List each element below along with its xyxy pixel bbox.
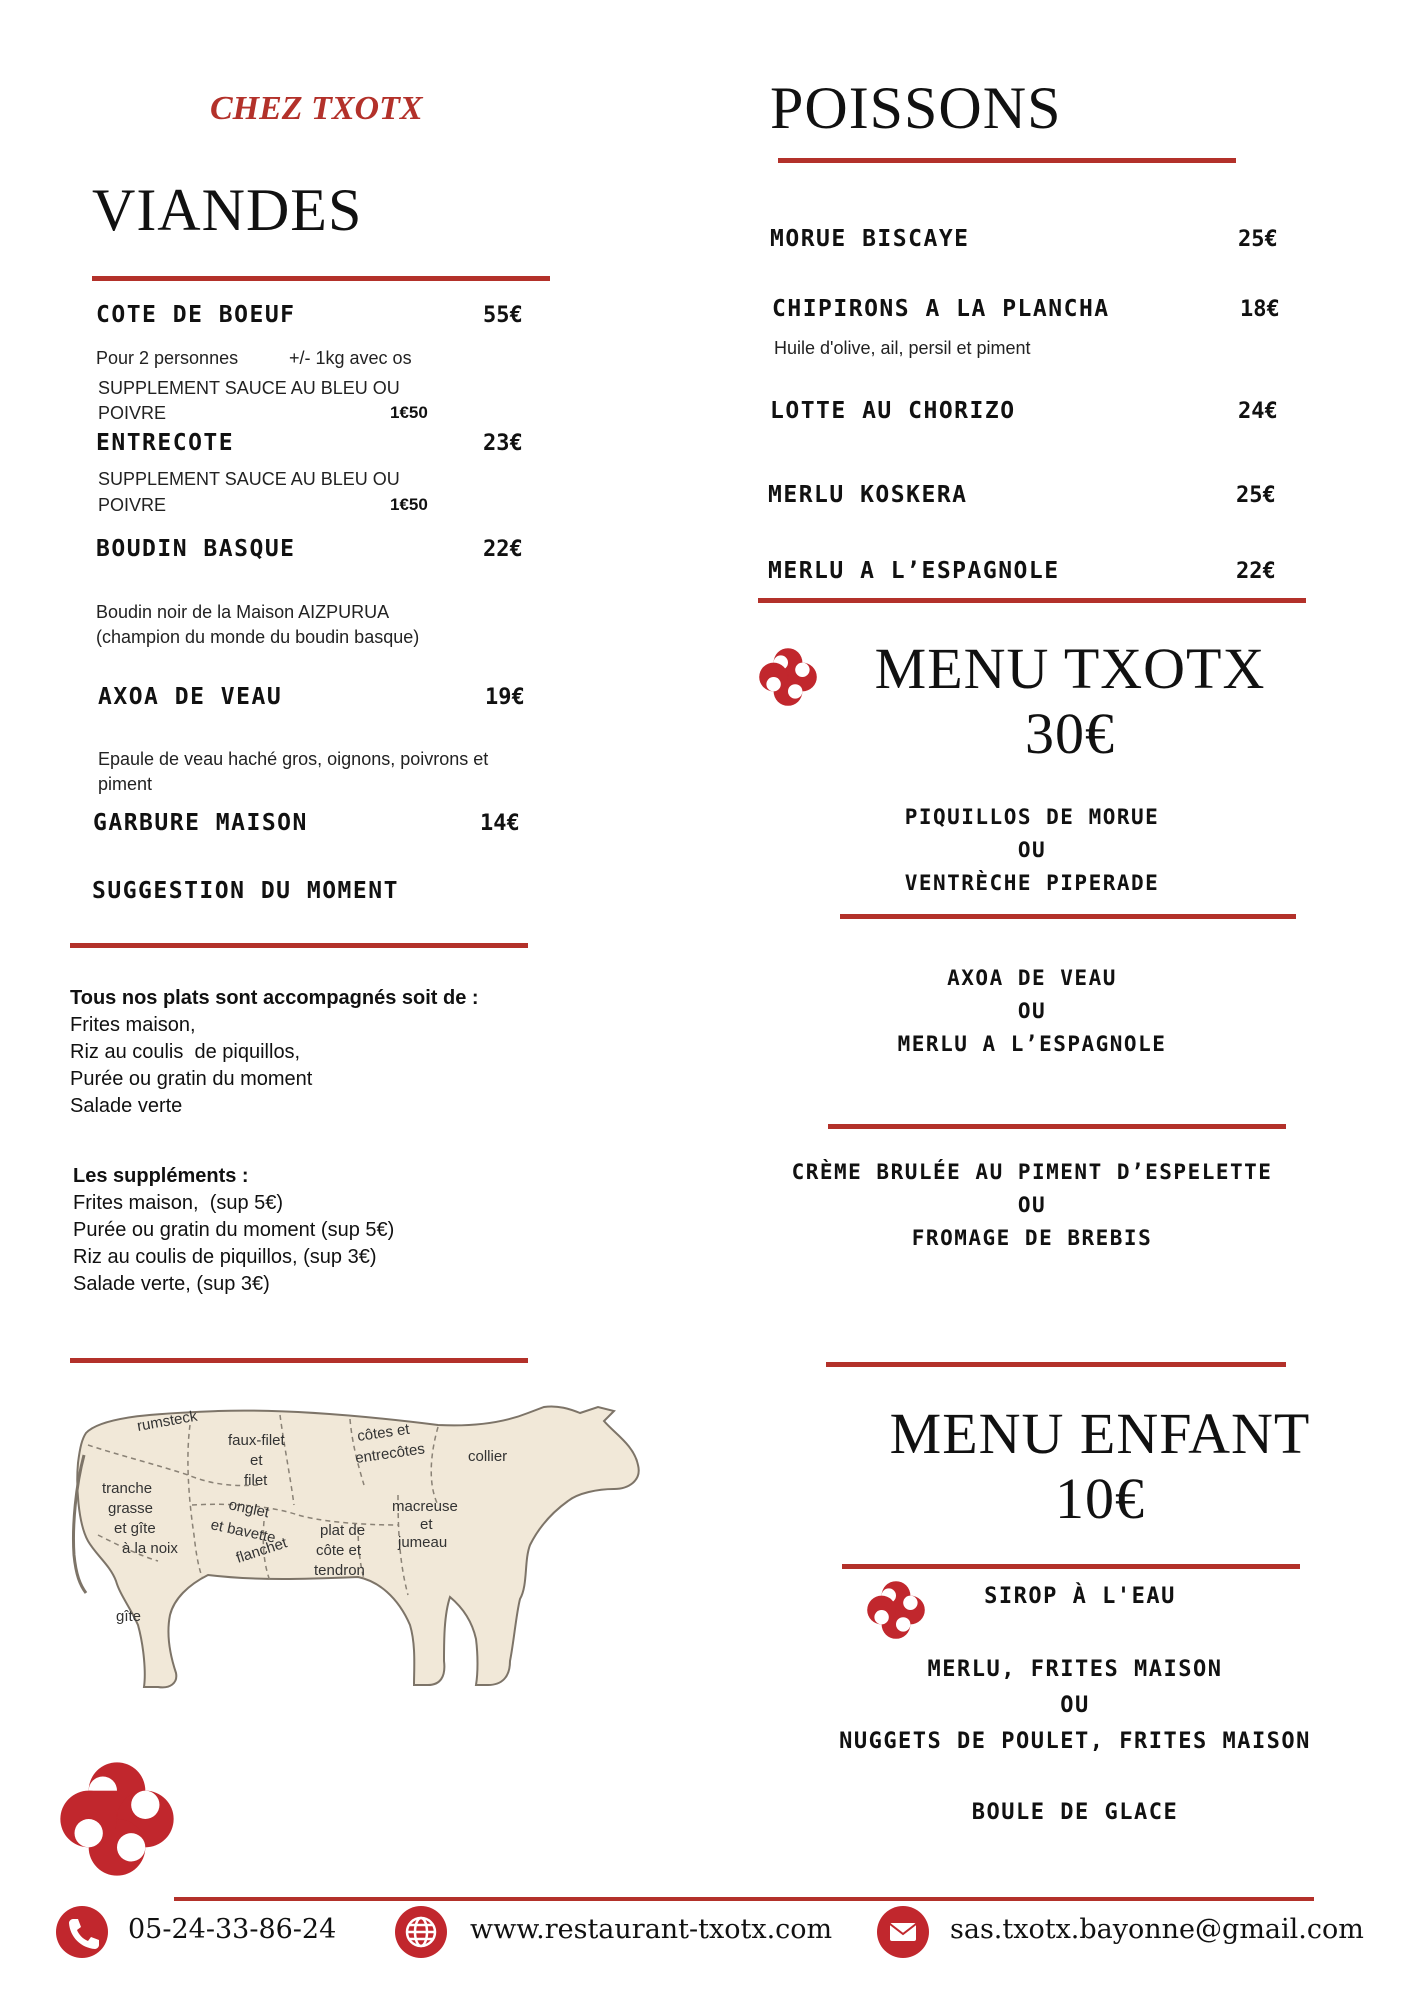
globe-icon	[395, 1906, 447, 1958]
menu-item-name: SUGGESTION DU MOMENT	[92, 878, 399, 904]
menu-item-name: CHIPIRONS A LA PLANCHA	[772, 296, 1110, 322]
menu-course	[832, 962, 1232, 1061]
footer-rule	[174, 1897, 1314, 1901]
menu-course	[832, 801, 1232, 900]
menu-choice-line: NUGGETS DE POULET, FRITES MAISON	[839, 1729, 1311, 1754]
lauburu-icon	[866, 1580, 926, 1640]
menu-choice-line: CRÈME BRULÉE AU PIMENT D’ESPELETTE	[791, 1160, 1273, 1184]
menu-item-name: BOUDIN BASQUE	[96, 536, 296, 562]
viandes-title: VIANDES	[92, 177, 363, 243]
email-link[interactable]: sas.txotx.bayonne@gmail.com	[950, 1914, 1364, 1945]
menu-divider	[828, 1124, 1286, 1129]
viandes-rule	[92, 276, 550, 281]
cut-label: à la noix	[122, 1540, 178, 1557]
phone-icon	[56, 1906, 108, 1958]
supplement-line: Riz au coulis de piquillos, (sup 3€)	[73, 1246, 377, 1268]
supplement-text: POIVRE	[98, 495, 167, 515]
menu-item-name: COTE DE BOEUF	[96, 302, 296, 328]
menu-course	[762, 1156, 1302, 1255]
menu-item-price: 25€	[1236, 483, 1276, 508]
restaurant-name: CHEZ TXOTX	[210, 90, 423, 127]
menu-txotx-title: MENU TXOTX	[874, 636, 1266, 701]
accompaniment-line: Frites maison,	[70, 1014, 196, 1036]
menu-txotx-price: 30€	[1025, 701, 1115, 766]
lauburu-icon	[758, 647, 818, 707]
menu-choice-line: AXOA DE VEAU	[947, 966, 1117, 990]
cut-label: et bavette	[209, 1516, 278, 1547]
menu-item-price: 14€	[480, 811, 520, 836]
menu-choice-line: FROMAGE DE BREBIS	[911, 1226, 1153, 1250]
supplement-text: SUPPLEMENT SAUCE AU BLEU OU	[98, 469, 400, 489]
accompaniment-line: Riz au coulis de piquillos,	[70, 1041, 301, 1063]
supplements-heading: Les suppléments :	[73, 1165, 249, 1187]
menu-item-price: 25€	[1238, 227, 1278, 252]
supplement-text: SUPPLEMENT SAUCE AU BLEU OU	[98, 378, 400, 398]
menu-item-name: MORUE BISCAYE	[770, 226, 970, 252]
cut-label: et	[420, 1516, 433, 1533]
kids-drink: SIROP À L'EAU	[984, 1584, 1176, 1609]
accompaniment-line: Salade verte	[70, 1095, 183, 1117]
cut-label: flanchet	[233, 1534, 290, 1567]
poissons-title: POISSONS	[770, 75, 1062, 141]
menu-item-price: 55€	[483, 303, 523, 328]
cut-label: tranche	[102, 1480, 153, 1497]
cut-label: macreuse	[392, 1498, 458, 1515]
cut-label: tendron	[314, 1562, 365, 1579]
item-description: piment	[98, 774, 153, 794]
supplement-line: Frites maison, (sup 5€)	[73, 1192, 284, 1214]
menu-item-price: 19€	[485, 685, 525, 710]
menu-item-price: 18€	[1240, 297, 1280, 322]
accompaniment-line: Purée ou gratin du moment	[70, 1068, 313, 1090]
menu-choice-line: OU	[1017, 999, 1047, 1023]
menu-choice-line: PIQUILLOS DE MORUE	[904, 805, 1160, 829]
cut-label: jumeau	[398, 1534, 448, 1551]
menu-divider	[840, 914, 1296, 919]
menu-choice-line: OU	[1060, 1693, 1090, 1718]
cut-label: gîte	[116, 1608, 142, 1625]
lauburu-icon	[58, 1760, 176, 1878]
cut-label: plat de	[320, 1522, 366, 1539]
menu-item-price: 24€	[1238, 399, 1278, 424]
kids-main	[810, 1652, 1340, 1760]
beef-cuts-diagram	[58, 1385, 660, 1715]
item-description: Pour 2 personnes	[96, 348, 239, 368]
cut-label: onglet	[227, 1496, 271, 1522]
mail-icon	[877, 1906, 929, 1958]
menu-divider	[826, 1362, 1286, 1367]
item-description: (champion du monde du boudin basque)	[96, 627, 420, 647]
cut-label: entrecôtes	[354, 1440, 426, 1467]
menu-item-name: MERLU KOSKERA	[768, 482, 968, 508]
phone-number[interactable]: 05-24-33-86-24	[128, 1914, 337, 1945]
supplement-line: Purée ou gratin du moment (sup 5€)	[73, 1219, 395, 1241]
menu-item-name: GARBURE MAISON	[93, 810, 308, 836]
menu-choice-line: VENTRÈCHE PIPERADE	[904, 871, 1160, 895]
menu-choice-line: MERLU A L’ESPAGNOLE	[897, 1032, 1167, 1056]
menu-item-price: 22€	[483, 537, 523, 562]
kids-dessert: BOULE DE GLACE	[971, 1800, 1179, 1825]
supplements-bottom-rule	[70, 1358, 528, 1363]
poissons-rule	[778, 158, 1236, 163]
website-link[interactable]: www.restaurant-txotx.com	[470, 1914, 833, 1945]
accompaniments-heading: Tous nos plats sont accompagnés soit de :	[70, 987, 479, 1009]
menu-item-price: 23€	[483, 431, 523, 456]
menu-enfant-price: 10€	[1055, 1466, 1145, 1531]
supplement-line: Salade verte, (sup 3€)	[73, 1273, 270, 1295]
menu-item-name: AXOA DE VEAU	[98, 684, 283, 710]
item-description: +/- 1kg avec os	[289, 348, 412, 368]
item-description: Boudin noir de la Maison AIZPURUA	[96, 602, 390, 622]
menu-item-name: LOTTE AU CHORIZO	[770, 398, 1016, 424]
menu-choice-line: OU	[1017, 1193, 1047, 1217]
menu-enfant-rule	[842, 1564, 1300, 1569]
poissons-bottom-rule	[758, 598, 1306, 603]
cut-label: côte et	[316, 1542, 362, 1559]
viandes-bottom-rule	[70, 943, 528, 948]
cut-label: filet	[244, 1472, 268, 1489]
item-description: Epaule de veau haché gros, oignons, poivrons et	[98, 749, 489, 769]
menu-item-name: ENTRECOTE	[96, 430, 235, 456]
cut-label: grasse	[108, 1500, 154, 1517]
menu-choice-line: MERLU, FRITES MAISON	[927, 1657, 1223, 1682]
menu-choice-line: OU	[1017, 838, 1047, 862]
item-description: Huile d'olive, ail, persil et piment	[774, 338, 1031, 358]
cut-label: rumsteck	[135, 1407, 199, 1435]
supplement-text: POIVRE	[98, 403, 167, 423]
menu-item-name: MERLU A L’ESPAGNOLE	[768, 558, 1060, 584]
cut-label: collier	[468, 1448, 508, 1465]
cut-label: côtes et	[356, 1420, 411, 1445]
cut-label: et	[250, 1452, 263, 1469]
menu-enfant-title: MENU ENFANT	[889, 1401, 1311, 1466]
cut-label: faux-filet	[228, 1432, 285, 1449]
supplement-price: 1€50	[390, 403, 428, 422]
cut-label: et gîte	[114, 1520, 156, 1537]
supplement-price: 1€50	[390, 495, 428, 514]
menu-item-price: 22€	[1236, 559, 1276, 584]
